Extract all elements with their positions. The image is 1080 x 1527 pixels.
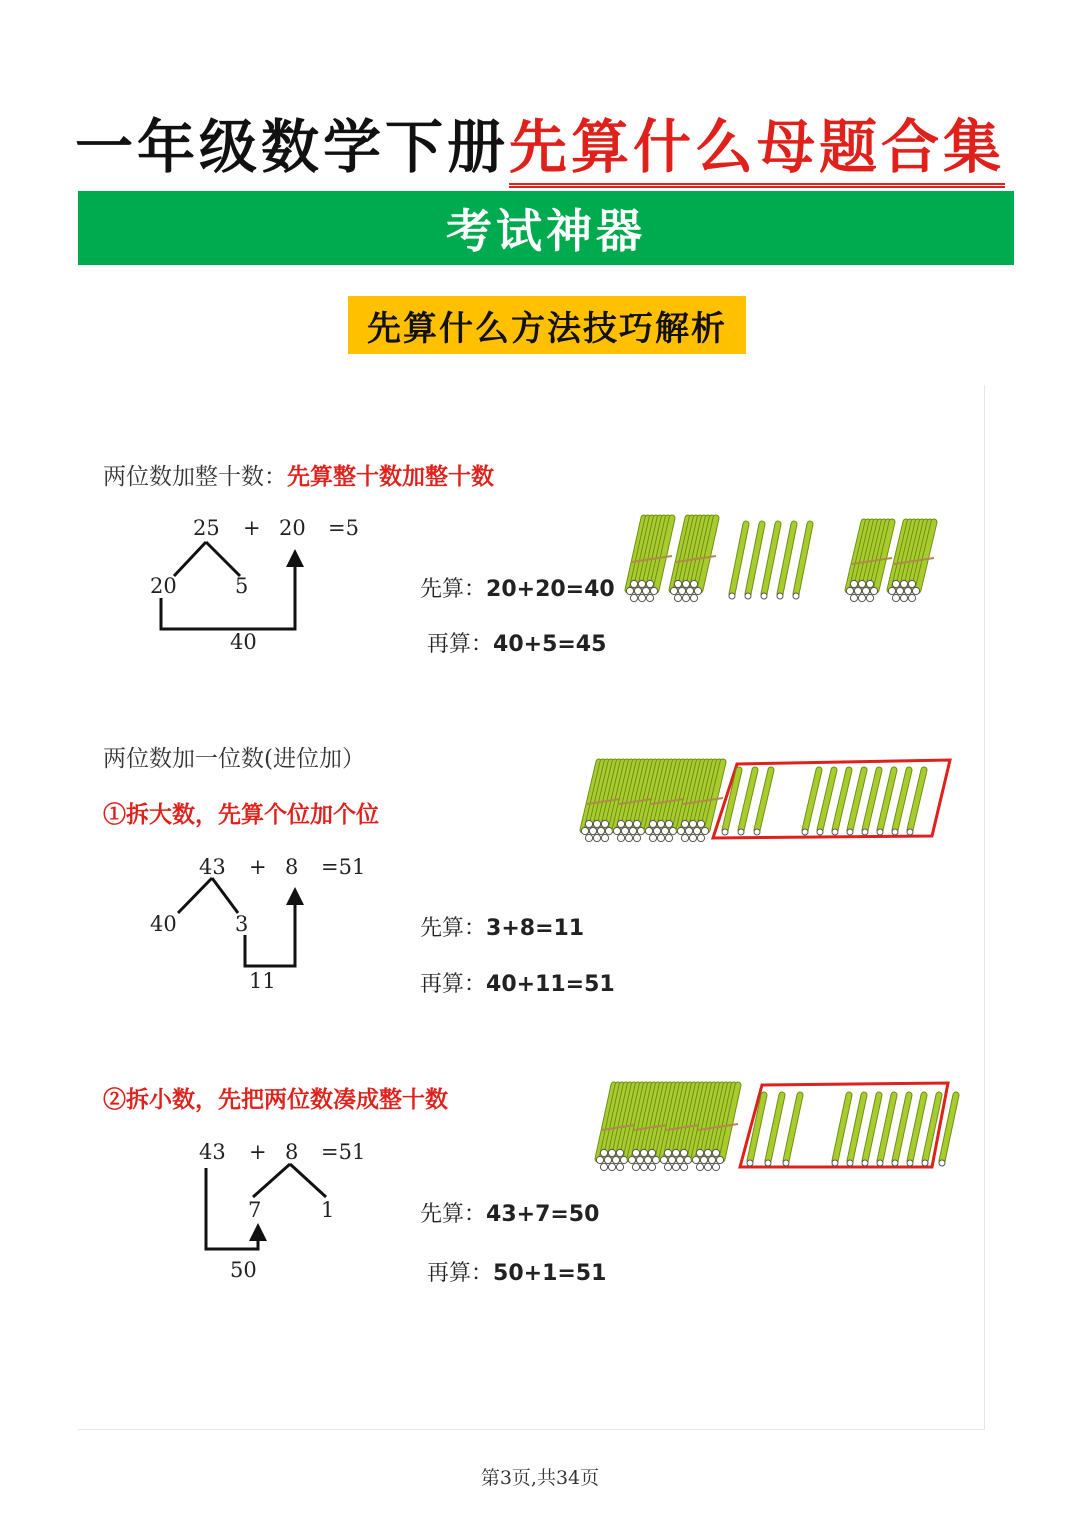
counting-stick [745,524,762,599]
stick-bundle [670,518,716,602]
s2-sum: 11 [249,969,276,993]
s2-eq-a: 43 [199,855,226,879]
s3-eq-op: + [249,1140,267,1164]
counting-stick [793,524,810,599]
s2-step2: 再算：40+11=51 [420,972,615,997]
s3-step1: 先算：43+7=50 [420,1202,600,1227]
s3-step2: 再算：50+1=51 [427,1261,607,1286]
counting-stick [738,770,755,835]
s2-eq-res: =51 [321,855,366,879]
counting-stick [777,524,794,599]
s1-sum: 40 [230,630,257,654]
s3-eq-a: 43 [199,1140,226,1164]
section1-heading: 两位数加整十数：先算整十数加整十数 [103,463,494,490]
s1-eq-b: 20 [279,516,306,540]
page-title: 一年级数学下册先算什么母题合集 [0,100,1080,184]
stick-bundle [626,518,672,602]
s1-step1: 先算：20+20=40 [420,577,615,602]
s2-eq-b: 8 [285,855,299,879]
green-banner: 考试神器 [78,191,1014,265]
counting-sticks-illustration-3 [590,1075,965,1175]
s2-split-left: 40 [150,912,177,936]
s1-eq-a: 25 [193,516,220,540]
counting-stick [802,770,819,835]
stick-bundle [846,522,892,602]
s1-eq-op: + [243,516,261,540]
counting-stick [754,770,771,835]
s3-split-left: 7 [248,1198,262,1222]
section2-heading: 两位数加一位数(进位加） [103,746,365,772]
s3-eq-b: 8 [285,1140,299,1164]
s1-split-left: 20 [150,574,177,598]
s2-split-right: 3 [235,912,249,936]
counting-sticks-illustration-2 [575,752,960,844]
s1-eq-res: =5 [328,516,359,540]
s1-split-right: 5 [235,574,249,598]
section2-subheading: ①拆大数，先算个位加个位 [103,801,379,828]
counting-stick [832,1095,849,1166]
subtitle-box: 先算什么方法技巧解析 [348,296,746,354]
s1-step2: 再算：40+5=45 [427,632,607,657]
counting-stick [729,524,746,599]
s3-eq-res: =51 [321,1140,366,1164]
s3-split-right: 1 [321,1198,335,1222]
s3-sum: 50 [230,1258,257,1282]
section3-subheading: ②拆小数，先把两位数凑成整十数 [103,1086,448,1113]
counting-stick [783,1095,800,1166]
counting-sticks-illustration-1 [620,510,960,610]
page-footer: 第3页,共34页 [480,1467,600,1489]
s2-eq-op: + [249,855,267,879]
counting-stick [939,1095,956,1166]
s2-step1: 先算：3+8=11 [420,916,585,941]
counting-stick [765,1095,782,1166]
stick-bundle [888,522,934,602]
counting-stick [761,524,778,599]
